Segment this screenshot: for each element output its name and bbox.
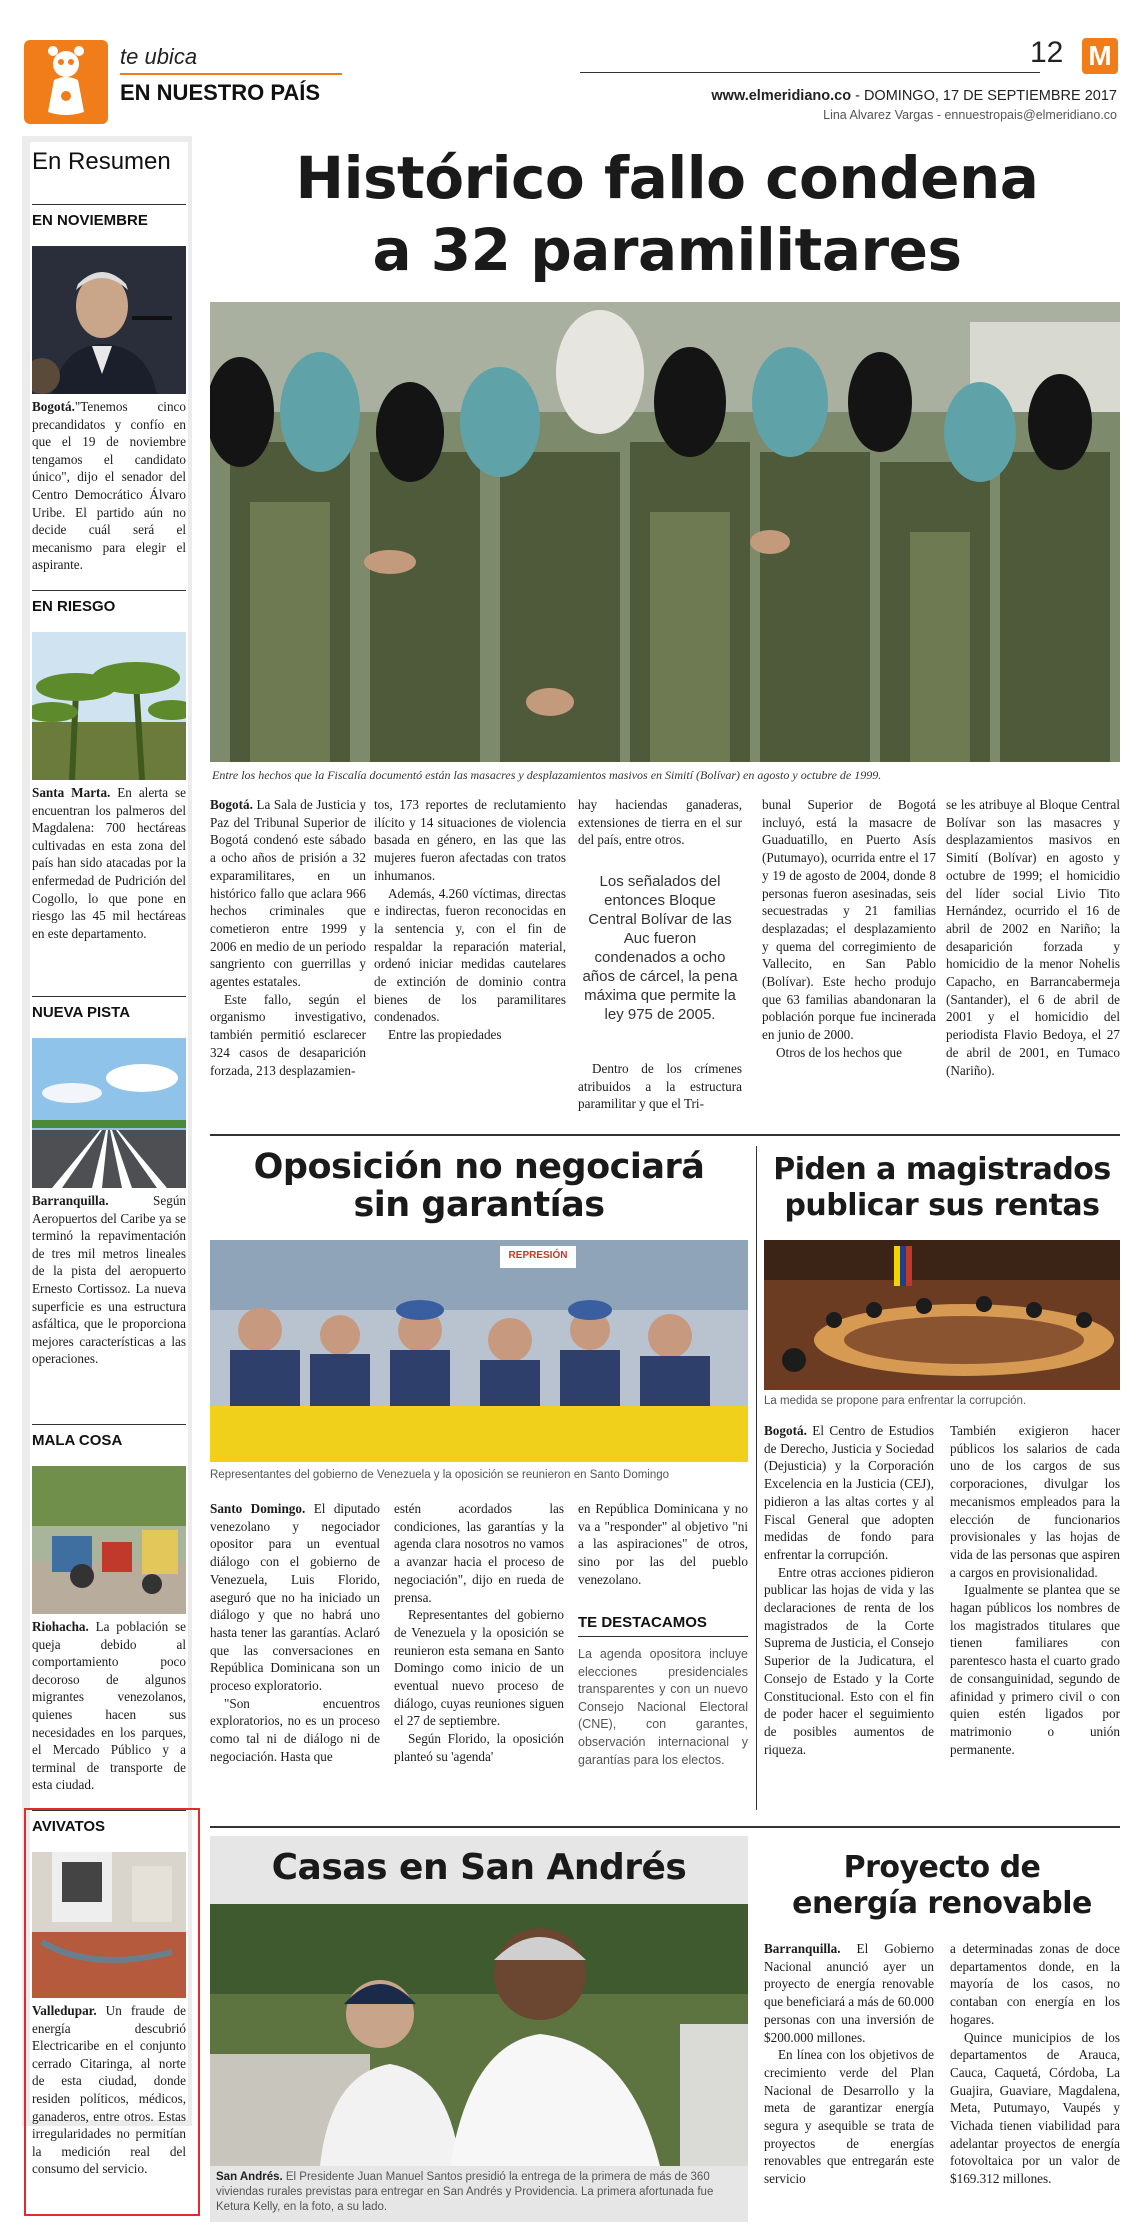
oposicion-caption: Representantes del gobierno de Venezuela y la oposición se reunieron en Santo Domingo bbox=[210, 1469, 670, 1481]
photo-uribe bbox=[32, 246, 186, 394]
site-url[interactable]: www.elmeridiano.co bbox=[711, 88, 852, 104]
oposicion-col-1: Santo Domingo. El diputado venezolano y negociador opositor para un eventual diálogo con el gobierno de Venezuela, Luis Florido, aseguró que no ha iniciado un diálogo y que no habrá uno hasta tener las garantías. Aclaró que las conversaciones en República Dominicana son un proceso exploratorio. "Son encuentros exploratorios, no es un proceso como tal ni de diálogo ni de negociación. Hasta que bbox=[210, 1501, 380, 1764]
magistrados-headline: Piden a magistrados publicar sus rentas bbox=[773, 1152, 1111, 1223]
sidebar-item-head: AVIVATOS bbox=[32, 1818, 106, 1835]
main-col-2: tos, 173 reportes de reclutamiento ilícito y 14 situaciones de violencia basada en género, en las que las mujeres fueron afectadas con tratos inhumanos. Además, 4.260 víctimas, directas e indirectas, fueron reconocidas en la sentencia y, con el fin de respaldar la reparación material, ordenó iniciar medidas cautelares de extinción de dominio contra bienes de los paramilitares condenados. Entre las propiedades bbox=[374, 797, 566, 1043]
dateline bbox=[711, 88, 1117, 104]
pull-quote: Los señalados del entonces Bloque Central Bolívar de las Auc fueron condenados a ocho años de cárcel, la pena máxima que permite la ley 975 de 2005. bbox=[582, 873, 738, 1023]
main-headline: Histórico fallo condena a 32 paramilitares bbox=[295, 144, 1039, 284]
sidebar-divider bbox=[32, 590, 186, 591]
sidebar-divider bbox=[32, 204, 186, 205]
header-top-rule bbox=[580, 72, 1040, 73]
highlight-box-title: TE DESTACAMOS bbox=[578, 1614, 707, 1631]
sidebar-item-head: NUEVA PISTA bbox=[32, 1004, 131, 1021]
oposicion-col-2: estén acordados las condiciones, las garantías y la agenda clara nosotros no vamos a avanzar hacia el proceso de negociación", dijo en rueda de prensa. Representantes del gobierno de Venezuela y la oposición se reunieron esta semana en Santo Domingo como inicio de un eventual nuevo proceso de diálogo, cuyas reuniones siguen el 27 de septiembre. Según Florido, la oposición planteó su 'agenda' bbox=[394, 1501, 564, 1764]
main-col-5: se les atribuye al Bloque Central Bolívar son las masacres y desplazamientos masivos en Simití (Bolívar) en agosto y octubre de 1999; el homicidio del líder social Livio Tito Hernández, ocurrido el 16 de abril de 2002 en Nariño; la desaparición forzada y homicidio de la menor Nohelis Capacho, en Barrancabermeja (Santander), el 6 de abril de 2001 y el homicidio del periodista Flavio Bedoya, el 27 de abril de 2001, en Tumaco (Nariño). bbox=[946, 797, 1120, 1078]
sidebar-item-head: MALA COSA bbox=[32, 1432, 123, 1449]
main-photo-paramilitaries bbox=[210, 302, 1120, 762]
page-number: 12 bbox=[1030, 36, 1064, 69]
sidebar-item-text: Santa Marta. En alerta se encuentran los palmeros del Magdalena: 700 hectáreas cultivadas en esta zona del país han sido atacadas por la enfermedad de Pudrición del Cogollo, lo que pone en riesgo las 45 mil hectáreas en este departamento. bbox=[32, 785, 186, 941]
sidebar-item-text: Valledupar. Un fraude de energía descubrió Electricaribe en el conjunto cerrado Citaringa, al norte de esta ciudad, donde residen políticos, médicos, ganaderos, entre otros. Estas irregularidades no permitían la medición real del consumo del servicio. bbox=[32, 2003, 186, 2177]
main-caption: Entre los hechos que la Fiscalía documentó están las masacres y desplazamientos masivos en Simití (Bolívar) en agosto y octubre de 1999. bbox=[212, 768, 882, 782]
section-kicker: te ubica bbox=[120, 44, 198, 69]
main-col-1: Bogotá. La Sala de Justicia y Paz del Tribunal Superior de Bogotá condenó este sábado a ocho años de prisión a 32 exparamilitares, en un histórico fallo que aclara 966 hechos criminales que cometieron entre 1999 y 2006 en medio de un periodo sangriento con guerrillas y agentes estatales. Este fallo, según el organismo investigativo, también permitió esclarecer 324 casos de desaparición forzada, 213 desplazamien- bbox=[210, 797, 366, 1078]
byline: Lina Alvarez Vargas - ennuestropais@elmeridiano.co bbox=[823, 108, 1117, 122]
energia-col-2: a determinadas zonas de doce departamentos donde, en la mayoría de los casos, no contaban con energía en los hogares. Quince municipios de los departamentos de Arauca, Cauca, Caquetá, Córdoba, La Guajira, Guaviare, Magdalena, Meta, Putumayo, Vaupés y Vichada tienen viabilidad para adelantar proyectos de energía fotovoltaica por un valor de $169.312 millones. bbox=[950, 1941, 1120, 2187]
sidebar-divider bbox=[32, 1424, 186, 1425]
oposicion-col-3: en República Dominicana y no va a "responder" al objetivo "ni a las aspiraciones" de otros, sino por las del pueblo venezolano. bbox=[578, 1501, 748, 1587]
protest-sign-text: REPRESIÓN bbox=[508, 1250, 568, 1261]
sidebar-title: En Resumen bbox=[32, 148, 171, 175]
energia-col-1: Barranquilla. El Gobierno Nacional anunció ayer un proyecto de energía renovable que beneficiará a más de 60.000 personas con una inversión de $200.000 millones. En línea con los objetivos de crecimiento verde del Plan Nacional de Desarrollo y la meta de garantizar energía segura y asequible se trata de proyectos de energías renovables que entregarán este servicio bbox=[764, 1941, 934, 2187]
main-col-3: hay haciendas ganaderas, extensiones de tierra en el sur del país, entre otros. bbox=[578, 797, 742, 848]
magistrados-caption: La medida se propone para enfrentar la corrupción. bbox=[764, 1395, 1027, 1407]
casas-headline: Casas en San Andrés bbox=[271, 1847, 687, 1888]
casas-photo bbox=[210, 1904, 748, 2166]
energia-headline: Proyecto de energía renovable bbox=[792, 1850, 1092, 1921]
sidebar-item-text: Riohacha. La población se queja debido al comportamiento poco decoroso de algunos migrantes venezolanos, quienes hacen sus necesidades en los parques, el Mercado Público y a terminal de transporte de esta ciudad. bbox=[32, 1619, 186, 1793]
section-title: EN NUESTRO PAÍS bbox=[120, 80, 321, 105]
main-col-4: bunal Superior de Bogotá incluyó, está la masacre de Guaduatillo, en Puerto Asís (Putumayo), ocurrida entre el 17 y 19 de agosto de 2004, donde 8 personas fueron asesinadas, seis secuestradas y 21 familias desplazadas; el desplazamiento y quema del corregimiento de Vallecito, en San Pablo (Bolívar). Este hecho produjo que 63 familias abandonaran la población porque fue incinerada en junio de 2000. Otros de los hechos que bbox=[762, 797, 936, 1060]
section-rule bbox=[210, 1826, 1120, 1828]
issue-date: - DOMINGO, 17 DE SEPTIEMBRE 2017 bbox=[851, 88, 1117, 104]
brand-logo bbox=[1082, 38, 1118, 74]
oposicion-headline: Oposición no negociará sin garantías bbox=[253, 1147, 705, 1225]
sidebar-item-text: Bogotá."Tenemos cinco precandidatos y confío en que el 19 de noviembre tengamos el candidato único", dijo el senador del Centro Democrático Álvaro Uribe. El partido aún no decide cuál será el mecanismo para elegir el aspirante. bbox=[32, 399, 186, 573]
magistrados-photo-court bbox=[764, 1240, 1120, 1390]
sidebar-item-text: Barranquilla. Según Aeropuertos del Caribe ya se terminó la repavimentación de tres mil metros lineales de la pista del aeropuerto Ernesto Cortissoz. La nueva superficie es una estructura asfáltica, que le proporciona mejores características a las operaciones. bbox=[32, 1193, 186, 1367]
highlight-box-rule bbox=[578, 1636, 748, 1637]
mascot-icon bbox=[24, 40, 108, 124]
section-logo bbox=[24, 40, 108, 124]
magistrados-col-1: Bogotá. El Centro de Estudios de Derecho, Justicia y Sociedad (Dejusticia) y la Corporación Excelencia en la Justicia (CEJ), pidieron a las altas cortes y al Fiscal General que adopten medidas de fondo para enfrentar la corrupción. Entre otras acciones pidieron publicar las hojas de vida y las declaraciones de renta de los magistrados de la Corte Suprema de Justicia, el Consejo Superior de la Judicatura, el Consejo de Estado y la Corte Constitucional. Esto con el fin de poder hacer el seguimiento de posibles aumentos de riqueza. bbox=[764, 1423, 934, 1757]
section-rule bbox=[210, 1134, 1120, 1136]
sidebar-item-head: EN RIESGO bbox=[32, 598, 116, 615]
sidebar-item-head: EN NOVIEMBRE bbox=[32, 212, 148, 229]
magistrados-col-2: También exigieron hacer públicos los salarios de cada uno de los cargos de sus corporaciones, divulgar los mecanismos empleados para la elección de funcionarios provisionales y las hojas de vida de las personas que aspiren a cargos en provisionalidad. Igualmente se plantea que se hagan públicos los nombres de los magistrados titulares que tienen familiares con parentesco hasta el cuarto grado de consanguinidad, segundo de afinidad y primero civil o con quien estén ligados por matrimonio o unión permanente. bbox=[950, 1423, 1120, 1757]
highlight-box bbox=[24, 1808, 200, 2216]
photo-riohacha-park bbox=[32, 1466, 186, 1614]
section-divider bbox=[120, 73, 342, 75]
column-divider bbox=[756, 1146, 757, 1810]
oposicion-photo-protest bbox=[210, 1240, 748, 1462]
main-col-3-bottom: Dentro de los crímenes atribuidos a la estructura paramilitar y que el Tri- bbox=[578, 1061, 742, 1112]
sidebar-divider bbox=[32, 996, 186, 997]
highlight-box-text: La agenda opositora incluye elecciones presidenciales transparentes y con un nuevo Consejo Nacional Electoral (CNE), con garantes, observación internacional y garantías para los electos. bbox=[578, 1647, 748, 1767]
photo-runway bbox=[32, 1038, 186, 1188]
photo-palm-plantation bbox=[32, 632, 186, 780]
casas-caption: San Andrés. El Presidente Juan Manuel Santos presidió la entrega de la primera de más de 360 viviendas rurales previstas para entregar en San Andrés y Providencia. La primera afortunada fue Ketura Kelly, en la foto, a su lado. bbox=[216, 2171, 714, 2213]
brand-letter: M bbox=[1088, 40, 1112, 71]
